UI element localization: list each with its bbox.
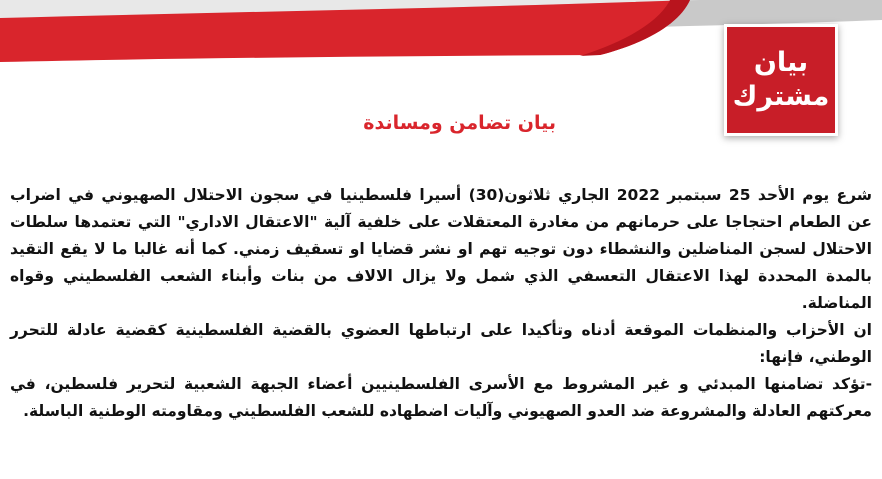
- paragraph-1: شرع يوم الأحد 25 سبتمبر 2022 الجاري ثلاثون(30) أسيرا فلسطينيا في سجون الاحتلال الصهيوني في اضراب عن الطعام احتجاجا على حرمانهم من مغادرة المعتقلات على خلفية آلية "الاعتقال الاداري" التي تعتمدها سلطات الاحتلال لسجن المناضلين والنشطاء دون توجيه تهم او نشر قضايا او تسقيف زمني. كما أنه غالبا ما لا يقع التقيد بالمدة المحددة لهذا الاعتقال التعسفي الذي شمل ولا يزال الالاف من بنات وأبناء الشعب الفلسطيني وقواه المناضلة.: [10, 186, 872, 312]
- paragraph-3: -تؤكد تضامنها المبدئي و غير المشروط مع الأسرى الفلسطينيين أعضاء الجبهة الشعبية لتحرير فلسطين، في معركتهم العادلة والمشروعة ضد العدو الصهيوني وآليات اضطهاده للشعب الفلسطيني ومقاومته الوطنية الباسلة.: [10, 375, 872, 420]
- statement-body: [10, 182, 872, 425]
- joint-statement-badge: [724, 24, 838, 136]
- document-subtitle: بيان تضامن ومساندة: [363, 112, 556, 134]
- badge-line-2: مشترك: [732, 81, 830, 112]
- badge-line-1: بيان: [753, 47, 809, 78]
- paragraph-2: ان الأحزاب والمنظمات الموقعة أدناه وتأكيدا على ارتباطها العضوي بالقضية الفلسطينية كقضية عادلة للتحرر الوطني، فإنها:: [10, 321, 872, 366]
